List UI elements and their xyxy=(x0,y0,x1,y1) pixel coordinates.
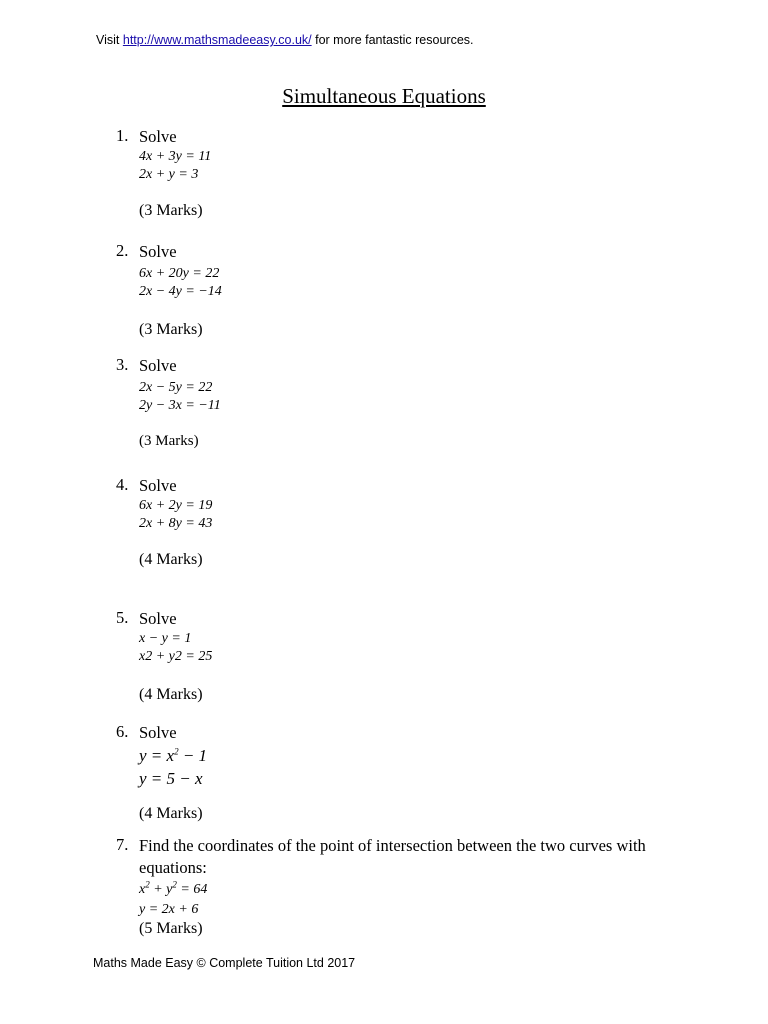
equation-2: y = 2x + 6 xyxy=(139,902,199,917)
question-instruction: Solve xyxy=(139,356,177,375)
equation-1: x − y = 1 xyxy=(139,631,192,646)
question-4 xyxy=(116,475,679,569)
equation-1: $y = x^2 - 1$ xyxy=(139,746,208,765)
question-number: 5. xyxy=(116,608,129,627)
question-instruction: Solve xyxy=(139,476,177,495)
question-7 xyxy=(116,835,679,938)
question-number: 3. xyxy=(116,355,129,374)
header-line xyxy=(96,33,474,47)
header-suffix: for more fantastic resources. xyxy=(315,33,474,47)
question-number: 6. xyxy=(116,722,129,741)
equation-1: $x^2 + y^2 = 64$ xyxy=(139,879,208,897)
question-number: 1. xyxy=(116,126,129,145)
page-title: Simultaneous Equations xyxy=(282,84,486,108)
equation-2: 2x + y = 3 xyxy=(139,167,199,182)
equation-1: 4x + 3y = 11 xyxy=(139,149,212,164)
marks-label: (4 Marks) xyxy=(139,805,203,822)
question-instruction: Solve xyxy=(139,723,177,742)
equation-1: 2x − 5y = 22 xyxy=(139,380,213,395)
question-6 xyxy=(116,722,679,823)
footer-copyright: Maths Made Easy © Complete Tuition Ltd 2017 xyxy=(93,956,356,970)
equation-2: 2y − 3x = −11 xyxy=(139,398,221,413)
marks-label: (4 Marks) xyxy=(139,686,203,703)
marks-label: (5 Marks) xyxy=(139,920,203,937)
question-number: 7. xyxy=(116,835,129,854)
header-prefix: Visit xyxy=(96,33,120,47)
question-instruction: Find the coordinates of the point of intersection between the two curves with equations: xyxy=(139,836,646,877)
equation-1: 6x + 2y = 19 xyxy=(139,498,213,513)
question-instruction: Solve xyxy=(139,609,177,628)
question-number: 4. xyxy=(116,475,129,494)
equation-2: y = 5 − x xyxy=(139,769,203,788)
equation-2: x2 + y2 = 25 xyxy=(139,649,213,664)
equation-1: 6x + 20y = 22 xyxy=(139,266,220,281)
marks-label: (4 Marks) xyxy=(139,551,203,568)
question-number: 2. xyxy=(116,241,129,260)
marks-label: (3 Marks) xyxy=(139,321,203,338)
question-instruction: Solve xyxy=(139,127,177,146)
question-5 xyxy=(116,608,679,704)
marks-label: (3 Marks) xyxy=(139,433,199,449)
marks-label: (3 Marks) xyxy=(139,202,203,219)
question-3 xyxy=(116,355,679,450)
equation-2: 2x + 8y = 43 xyxy=(139,516,213,531)
question-1 xyxy=(116,126,679,220)
equation-2: 2x − 4y = −14 xyxy=(139,284,222,299)
question-2 xyxy=(116,241,679,339)
website-link[interactable]: http://www.mathsmadeeasy.co.uk/ xyxy=(122,33,312,47)
question-instruction: Solve xyxy=(139,242,177,261)
